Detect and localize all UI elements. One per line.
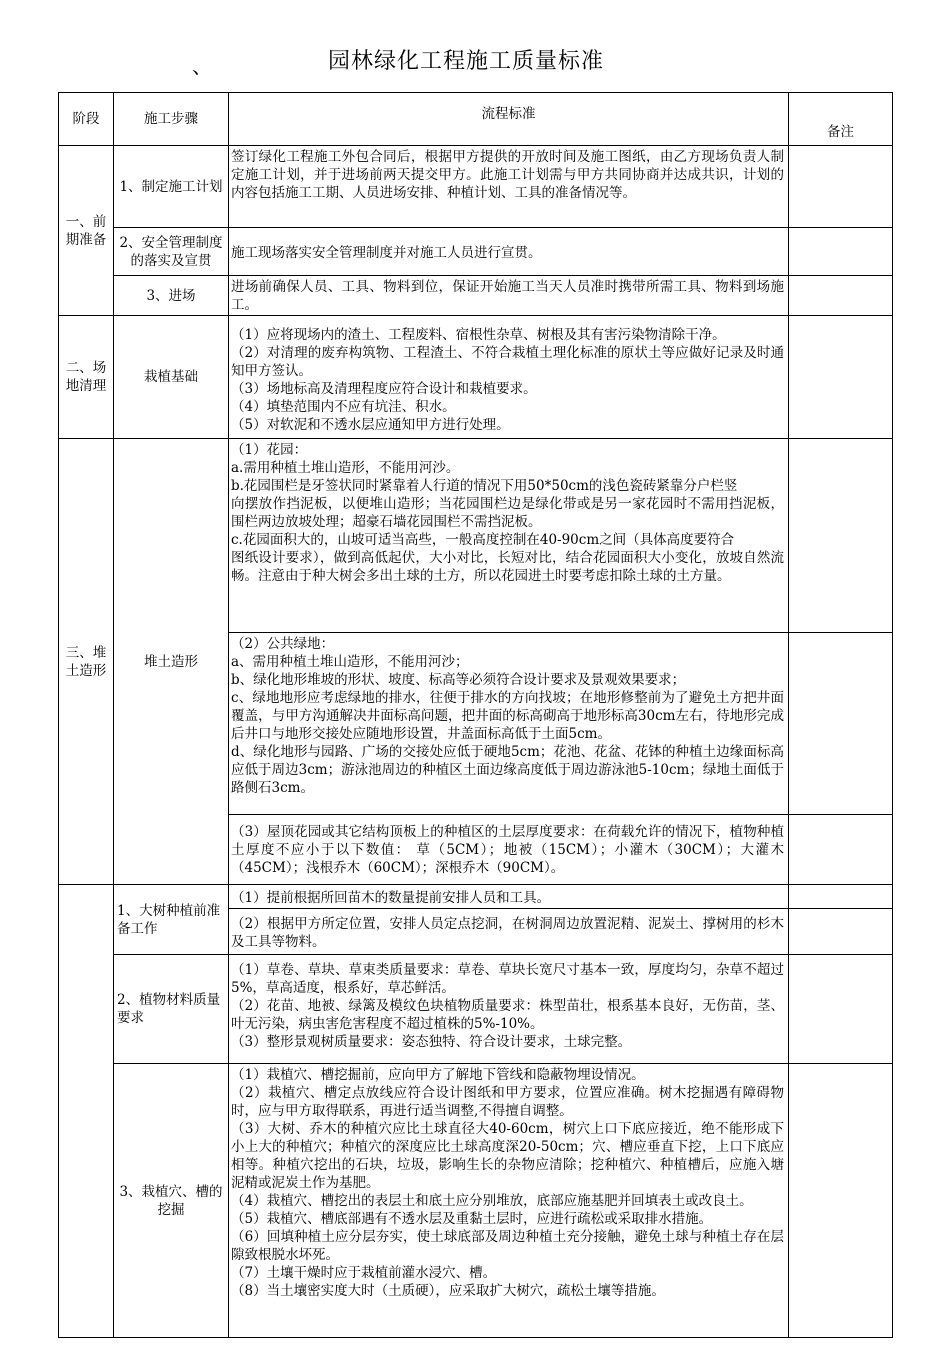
flow-cell xyxy=(229,633,789,815)
flow-cell xyxy=(229,316,789,439)
header-row xyxy=(59,93,893,146)
table-row xyxy=(59,228,893,276)
flow-line: （1）应将现场内的渣土、工程废料、宿根性杂草、树根及其有害污染物清除干净。 xyxy=(231,327,726,343)
note-cell xyxy=(789,815,893,885)
flow-line: （5）对软泥和不透水层应通知甲方进行处理。 xyxy=(231,417,510,433)
header-note: 备注 xyxy=(789,93,893,146)
flow-line: a.需用种植土堆山造形，不能用河沙。 xyxy=(231,460,460,476)
flow-cell: （3）屋顶花园或其它结构顶板上的种植区的土层厚度要求：在荷载允许的情况下，植物种植土厚度不应小于以下数值： 草（5CM）；地被（15CM）；小灌木（30CM）；大灌木（45CM）；浅根乔木（60CM）；深根乔木（90CM）。 xyxy=(229,815,789,885)
table-row xyxy=(59,885,893,909)
flow-cell: （1）提前根据所回苗木的数量提前安排人员和工具。 xyxy=(229,885,789,909)
flow-line: 向摆放作挡泥板，以便堆山造形；当花园围栏边是绿化带或是另一家花园时不需用挡泥板，围栏两边放坡处理；超豪石墙花园围栏不需挡泥板。 xyxy=(231,496,784,530)
header-stage: 阶段 xyxy=(59,93,114,146)
flow-cell xyxy=(229,439,789,633)
flow-cell: （2）根据甲方所定位置，安排人员定点挖洞，在树洞周边放置泥精、泥炭土、撑树用的杉木及工具等物料。 xyxy=(229,909,789,955)
flow-line: （1）草卷、草块、草束类质量要求：草卷、草块长宽尺寸基本一致，厚度均匀，杂草不超过5%，草高适度，根系好，草芯鲜活。 xyxy=(231,962,784,996)
flow-line: （5）栽植穴、槽底部遇有不透水层及重黏土层时，应进行疏松或采取排水措施。 xyxy=(231,1211,713,1227)
flow-line: （4）填垫范围内不应有坑洼、积水。 xyxy=(231,399,456,415)
flow-cell: 签订绿化工程施工外包合同后，根据甲方提供的开放时间及施工图纸，由乙方现场负责人制定施工计划，并于进场前两天提交甲方。此施工计划需与甲方共同协商并达成共识，计划的内容包括施工工期、人员进场安排、种植计划、工具的准备情况等。 xyxy=(229,146,789,228)
note-cell xyxy=(789,316,893,439)
step-cell: 3、栽植穴、槽的挖掘 xyxy=(114,1064,229,1338)
step-cell: 2、安全管理制度的落实及宣贯 xyxy=(114,228,229,276)
note-cell xyxy=(789,909,893,955)
note-cell xyxy=(789,1064,893,1338)
quality-standard-table xyxy=(58,92,893,1338)
flow-cell: 施工现场落实安全管理制度并对施工人员进行宣贯。 xyxy=(229,228,789,276)
flow-line: （3）大树、乔木的种植穴应比土球直径大40-60cm，树穴上口下底应接近，绝不能形成下小上大的种植穴；种植穴的深度应比土球高度深20-50cm；穴、槽应垂直下挖，上口下底应相等。种植穴挖出的石块，垃圾，影响生长的杂物应清除；挖种植穴、种植槽后，应施入塘泥精或泥炭土作为基肥。 xyxy=(231,1121,784,1191)
step-cell: 栽植基础 xyxy=(114,316,229,439)
flow-line: a、需用种植土堆山造形，不能用河沙； xyxy=(231,654,469,670)
step-cell: 堆土造形 xyxy=(114,439,229,885)
note-cell xyxy=(789,885,893,909)
flow-line: （2）花苗、地被、绿篱及模纹色块植物质量要求：株型苗壮，根系基本良好，无伤苗，茎、叶无污染，病虫害危害程度不超过植株的5%-10%。 xyxy=(231,998,784,1032)
table-row xyxy=(59,439,893,633)
table-row xyxy=(59,1064,893,1338)
flow-line: b、绿化地形堆坡的形状、坡度、标高等必须符合设计要求及景观效果要求； xyxy=(231,672,686,688)
header-step: 施工步骤 xyxy=(114,93,229,146)
table-row xyxy=(59,276,893,316)
flow-line: （8）当土壤密实度大时（土质硬），应采取扩大树穴，疏松土壤等措施。 xyxy=(231,1283,665,1299)
flow-line: （2）栽植穴、槽定点放线应符合设计图纸和甲方要求，位置应准确。树木挖掘遇有障碍物时，应与甲方取得联系，再进行适当调整,不得擅自调整。 xyxy=(231,1085,784,1119)
stage-cell: 二、场地清理 xyxy=(59,316,114,439)
flow-cell xyxy=(229,955,789,1064)
note-cell xyxy=(789,633,893,815)
flow-line: （1）栽植穴、槽挖掘前，应向甲方了解地下管线和隐蔽物埋设情况。 xyxy=(231,1067,645,1083)
table-row xyxy=(59,146,893,228)
flow-line: c.花园面积大的，山坡可适当高些，一般高度控制在40-90cm之间（具体高度要符合 xyxy=(231,532,735,548)
stage-cell: 三、堆土造形 xyxy=(59,439,114,885)
flow-cell xyxy=(229,1064,789,1338)
flow-line: （4）栽植穴、槽挖出的表层土和底土应分别堆放，底部应施基肥并回填表土或改良土。 xyxy=(231,1193,753,1209)
page-title: 园林绿化工程施工质量标准 xyxy=(328,49,605,74)
flow-line: （2）公共绿地： xyxy=(231,636,335,652)
note-cell xyxy=(789,146,893,228)
table-row xyxy=(59,316,893,439)
stage-cell xyxy=(59,885,114,1338)
flow-line: d、绿化地形与园路、广场的交接处应低于硬地5cm；花池、花盆、花钵的种植土边缘面标高应低于周边3cm；游泳池周边的种植区土面边缘高度低于周边游泳池5-10cm；绿地土面低于路侧石3cm。 xyxy=(231,744,784,796)
flow-line: （1）花园： xyxy=(231,442,308,458)
flow-line: b.花园围栏是牙签状同时紧靠着人行道的情况下用50*50cm的浅色瓷砖紧靠分户栏竖 xyxy=(231,478,738,494)
header-flow: 流程标准 xyxy=(229,93,789,146)
stage-cell: 一、前期准备 xyxy=(59,146,114,316)
title-mark: 、 xyxy=(192,54,212,78)
note-cell xyxy=(789,228,893,276)
flow-line: （6）回填种植土应分层夯实，使土球底部及周边种植土充分接触，避免土球与种植土存在层隙致根脱水坏死。 xyxy=(231,1229,784,1263)
flow-cell: 进场前确保人员、工具、物料到位，保证开始施工当天人员准时携带所需工具、物料到场施工。 xyxy=(229,276,789,316)
flow-line: （2）对清理的废弃构筑物、工程渣土、不符合栽植土理化标准的原状土等应做好记录及时通知甲方签认。 xyxy=(231,345,784,379)
flow-line: （3）整形景观树质量要求：姿态独特、符合设计要求，土球完整。 xyxy=(231,1034,632,1050)
note-cell xyxy=(789,955,893,1064)
flow-line: （3）场地标高及清理程度应符合设计和栽植要求。 xyxy=(231,381,537,397)
note-cell xyxy=(789,276,893,316)
step-cell: 2、植物材料质量要求 xyxy=(114,955,229,1064)
step-cell: 1、大树种植前准备工作 xyxy=(114,885,229,955)
step-cell: 3、进场 xyxy=(114,276,229,316)
note-cell xyxy=(789,439,893,633)
flow-line: 图纸设计要求），做到高低起伏，大小对比，长短对比，结合花园面积大小变化，放坡自然流畅。注意由于种大树会多出土球的土方，所以花园进土时要考虑扣除土球的土方量。 xyxy=(231,550,784,584)
step-cell: 1、制定施工计划 xyxy=(114,146,229,228)
flow-line: c、绿地地形应考虑绿地的排水，往便于排水的方向找坡；在地形修整前为了避免土方把井面覆盖，与甲方沟通解决井面标高问题，把井面的标高砌高于地形标高30cm左右，待地形完成后井口与地形交接处应随地形设置，井盖面标高低于土面5cm。 xyxy=(231,690,784,742)
table-row xyxy=(59,955,893,1064)
flow-line: （7）土壤干燥时应于栽植前灌水浸穴、槽。 xyxy=(231,1265,497,1281)
